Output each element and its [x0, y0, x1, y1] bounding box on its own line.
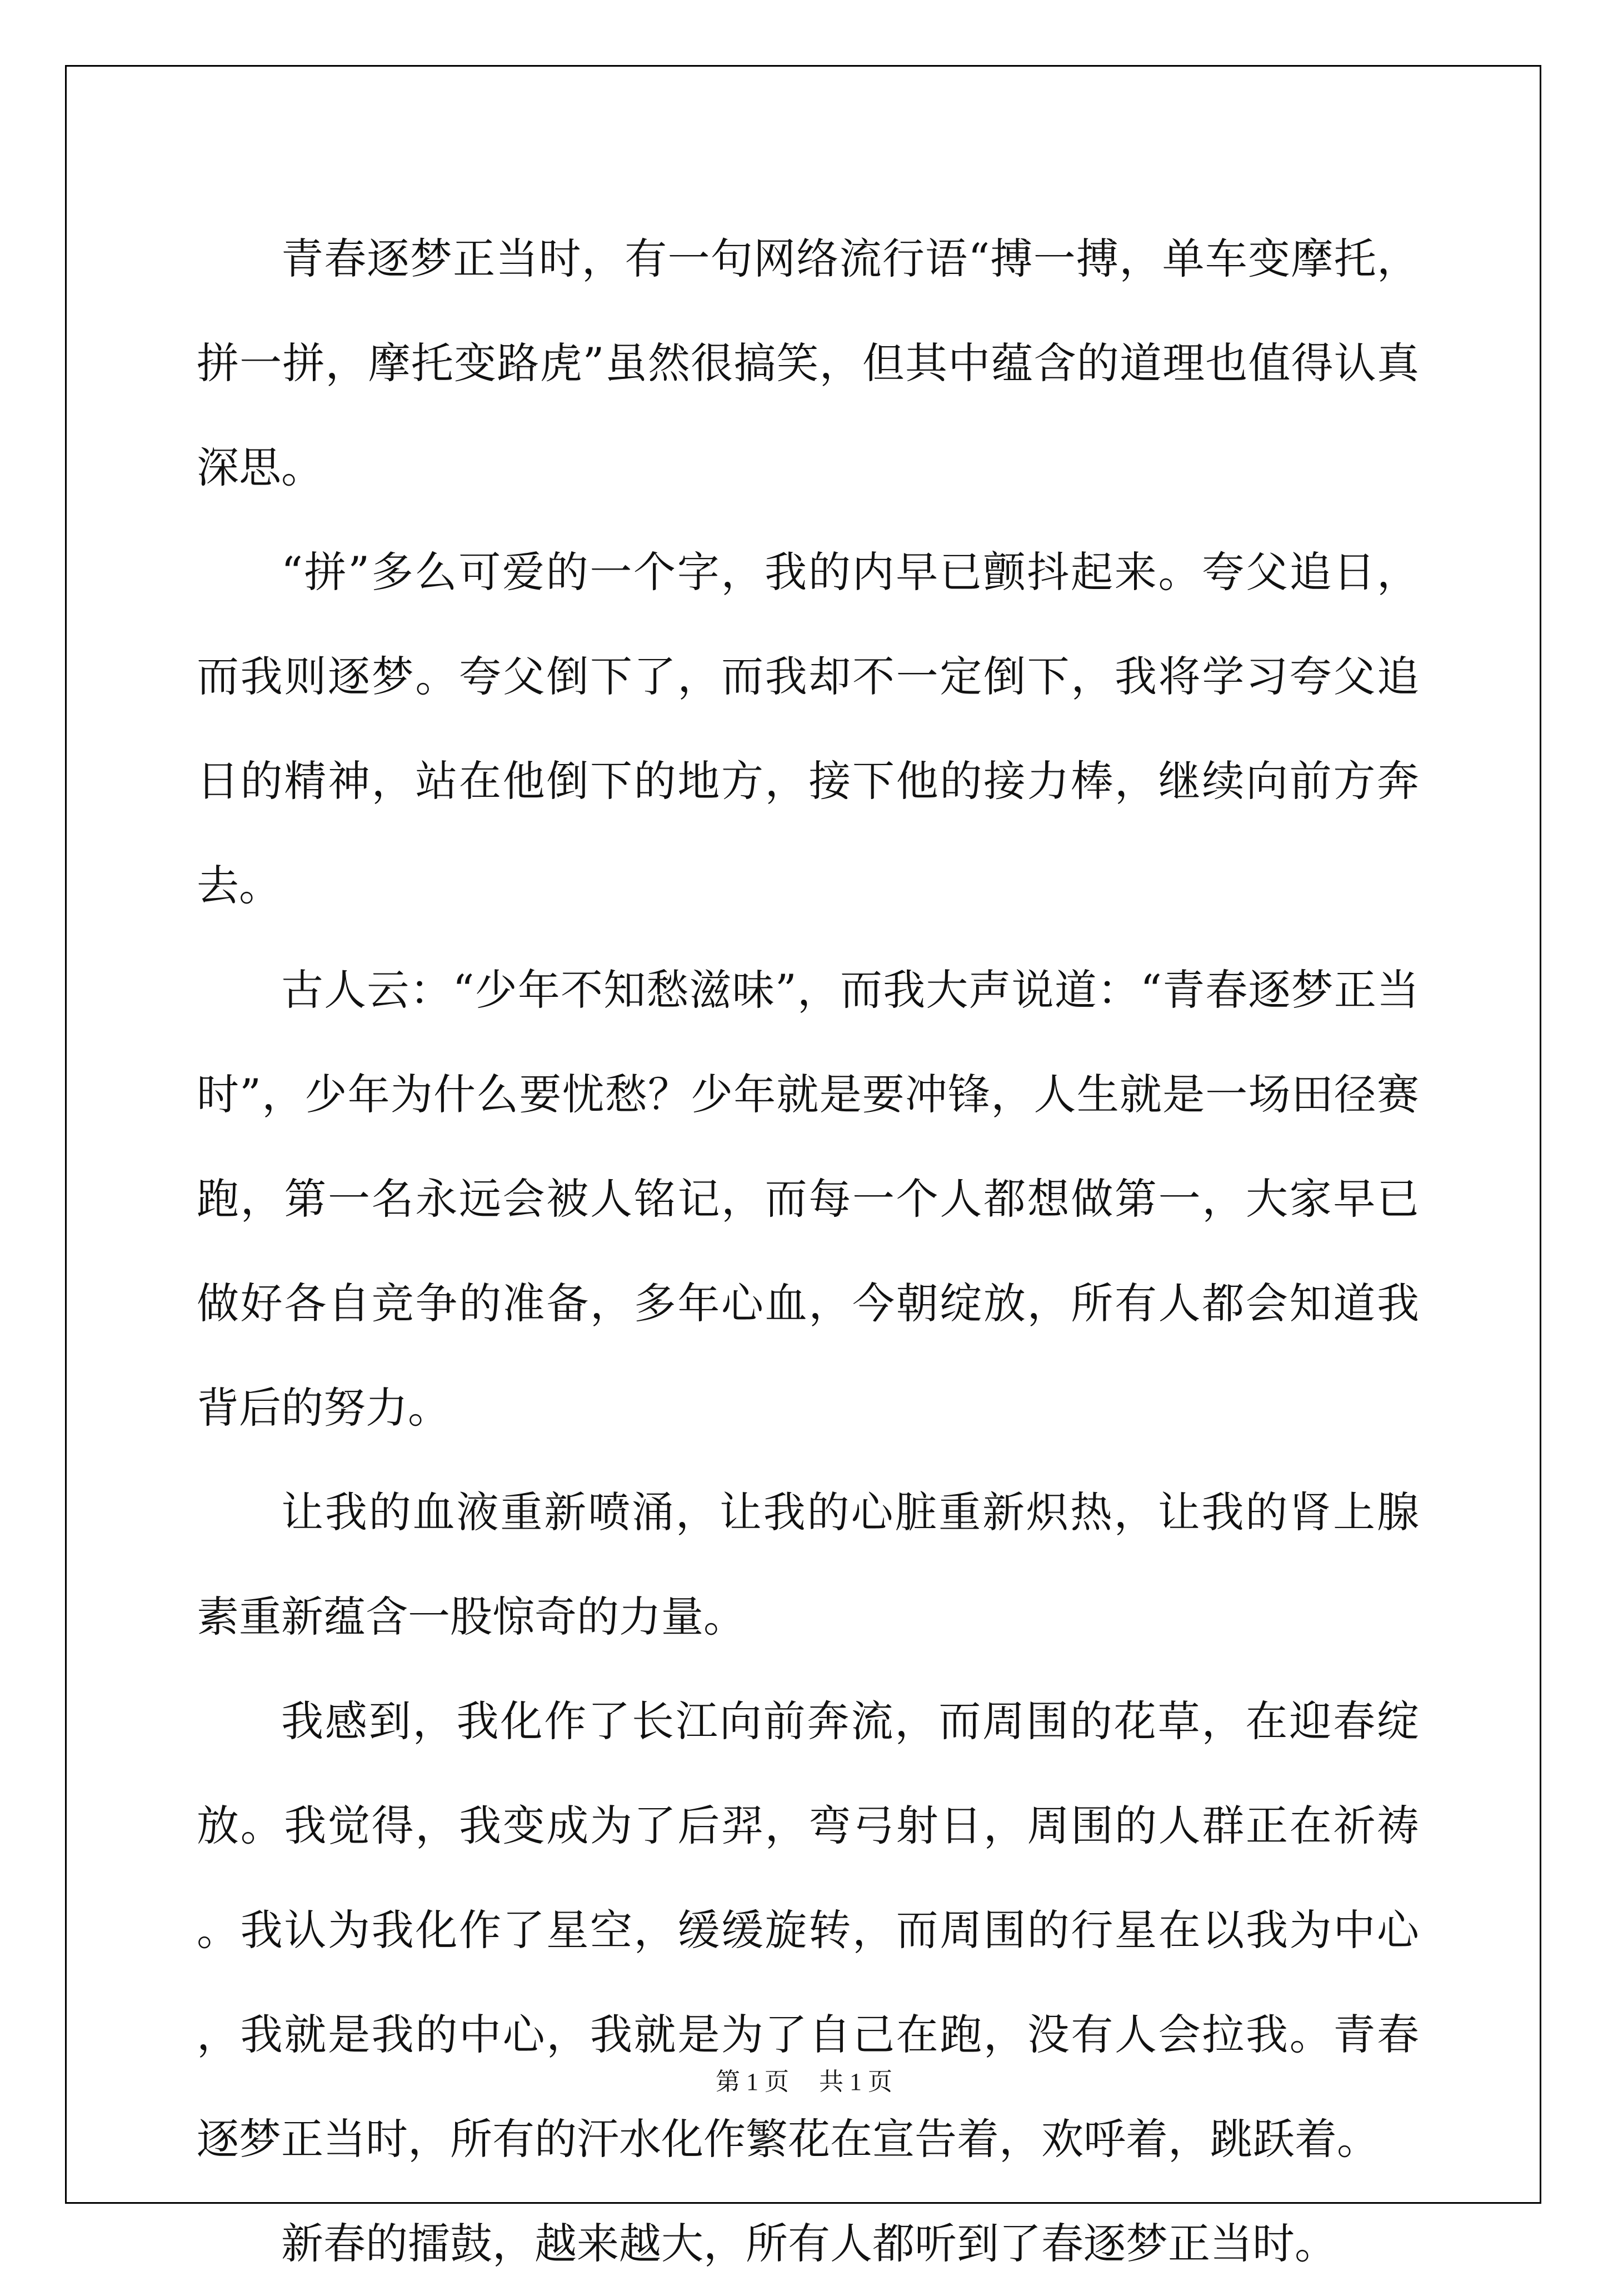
page-number-current: 第 1 页 [716, 2068, 789, 2095]
paragraph-4: 让我的血液重新喷涌，让我的心脏重新炽热，让我的肾上腺素重新蕴含一股惊奇的力量。 [197, 1488, 1419, 1641]
page-number-total: 共 1 页 [819, 2068, 892, 2095]
paragraph-3: 古人云：“少年不知愁滋味”，而我大声说道：“青春逐梦正当时”，少年为什么要忧愁？少年就是要冲锋，人生就是一场田径赛跑，第一名永远会被人铭记，而每一个人都想做第一，大家早已做好各自竞争的准备，多年心血，今朝绽放，所有人都会知道我背后的努力。 [197, 965, 1419, 1432]
paragraph-1: 青春逐梦正当时，有一句网络流行语“搏一搏，单车变摩托，拼一拼，摩托变路虎”虽然很搞笑，但其中蕴含的道理也值得认真深思。 [197, 234, 1419, 492]
paragraph-6: 新春的擂鼓，越来越大，所有人都听到了春逐梦正当时。 [281, 2219, 1337, 2268]
paragraph-5: 我感到，我化作了长江向前奔流，而周围的花草，在迎春绽放。我觉得，我变成为了后羿，弯弓射日，周围的人群正在祈祷。我认为我化作了星空，缓缓旋转，而周围的行星在以我为中心，我就是我的中心，我就是为了自己在跑，没有人会拉我。青春逐梦正当时，所有的汗水化作繁花在宣告着，欢呼着，跳跃着。 [197, 1696, 1419, 2164]
paragraph-2: “拼”多么可爱的一个字，我的内早已颤抖起来。夸父追日，而我则逐梦。夸父倒下了，而我却不一定倒下，我将学习夸父追日的精神，站在他倒下的地方，接下他的接力棒，继续向前方奔去。 [197, 547, 1419, 910]
document-body [197, 207, 1419, 2296]
page-footer [0, 2062, 1608, 2097]
